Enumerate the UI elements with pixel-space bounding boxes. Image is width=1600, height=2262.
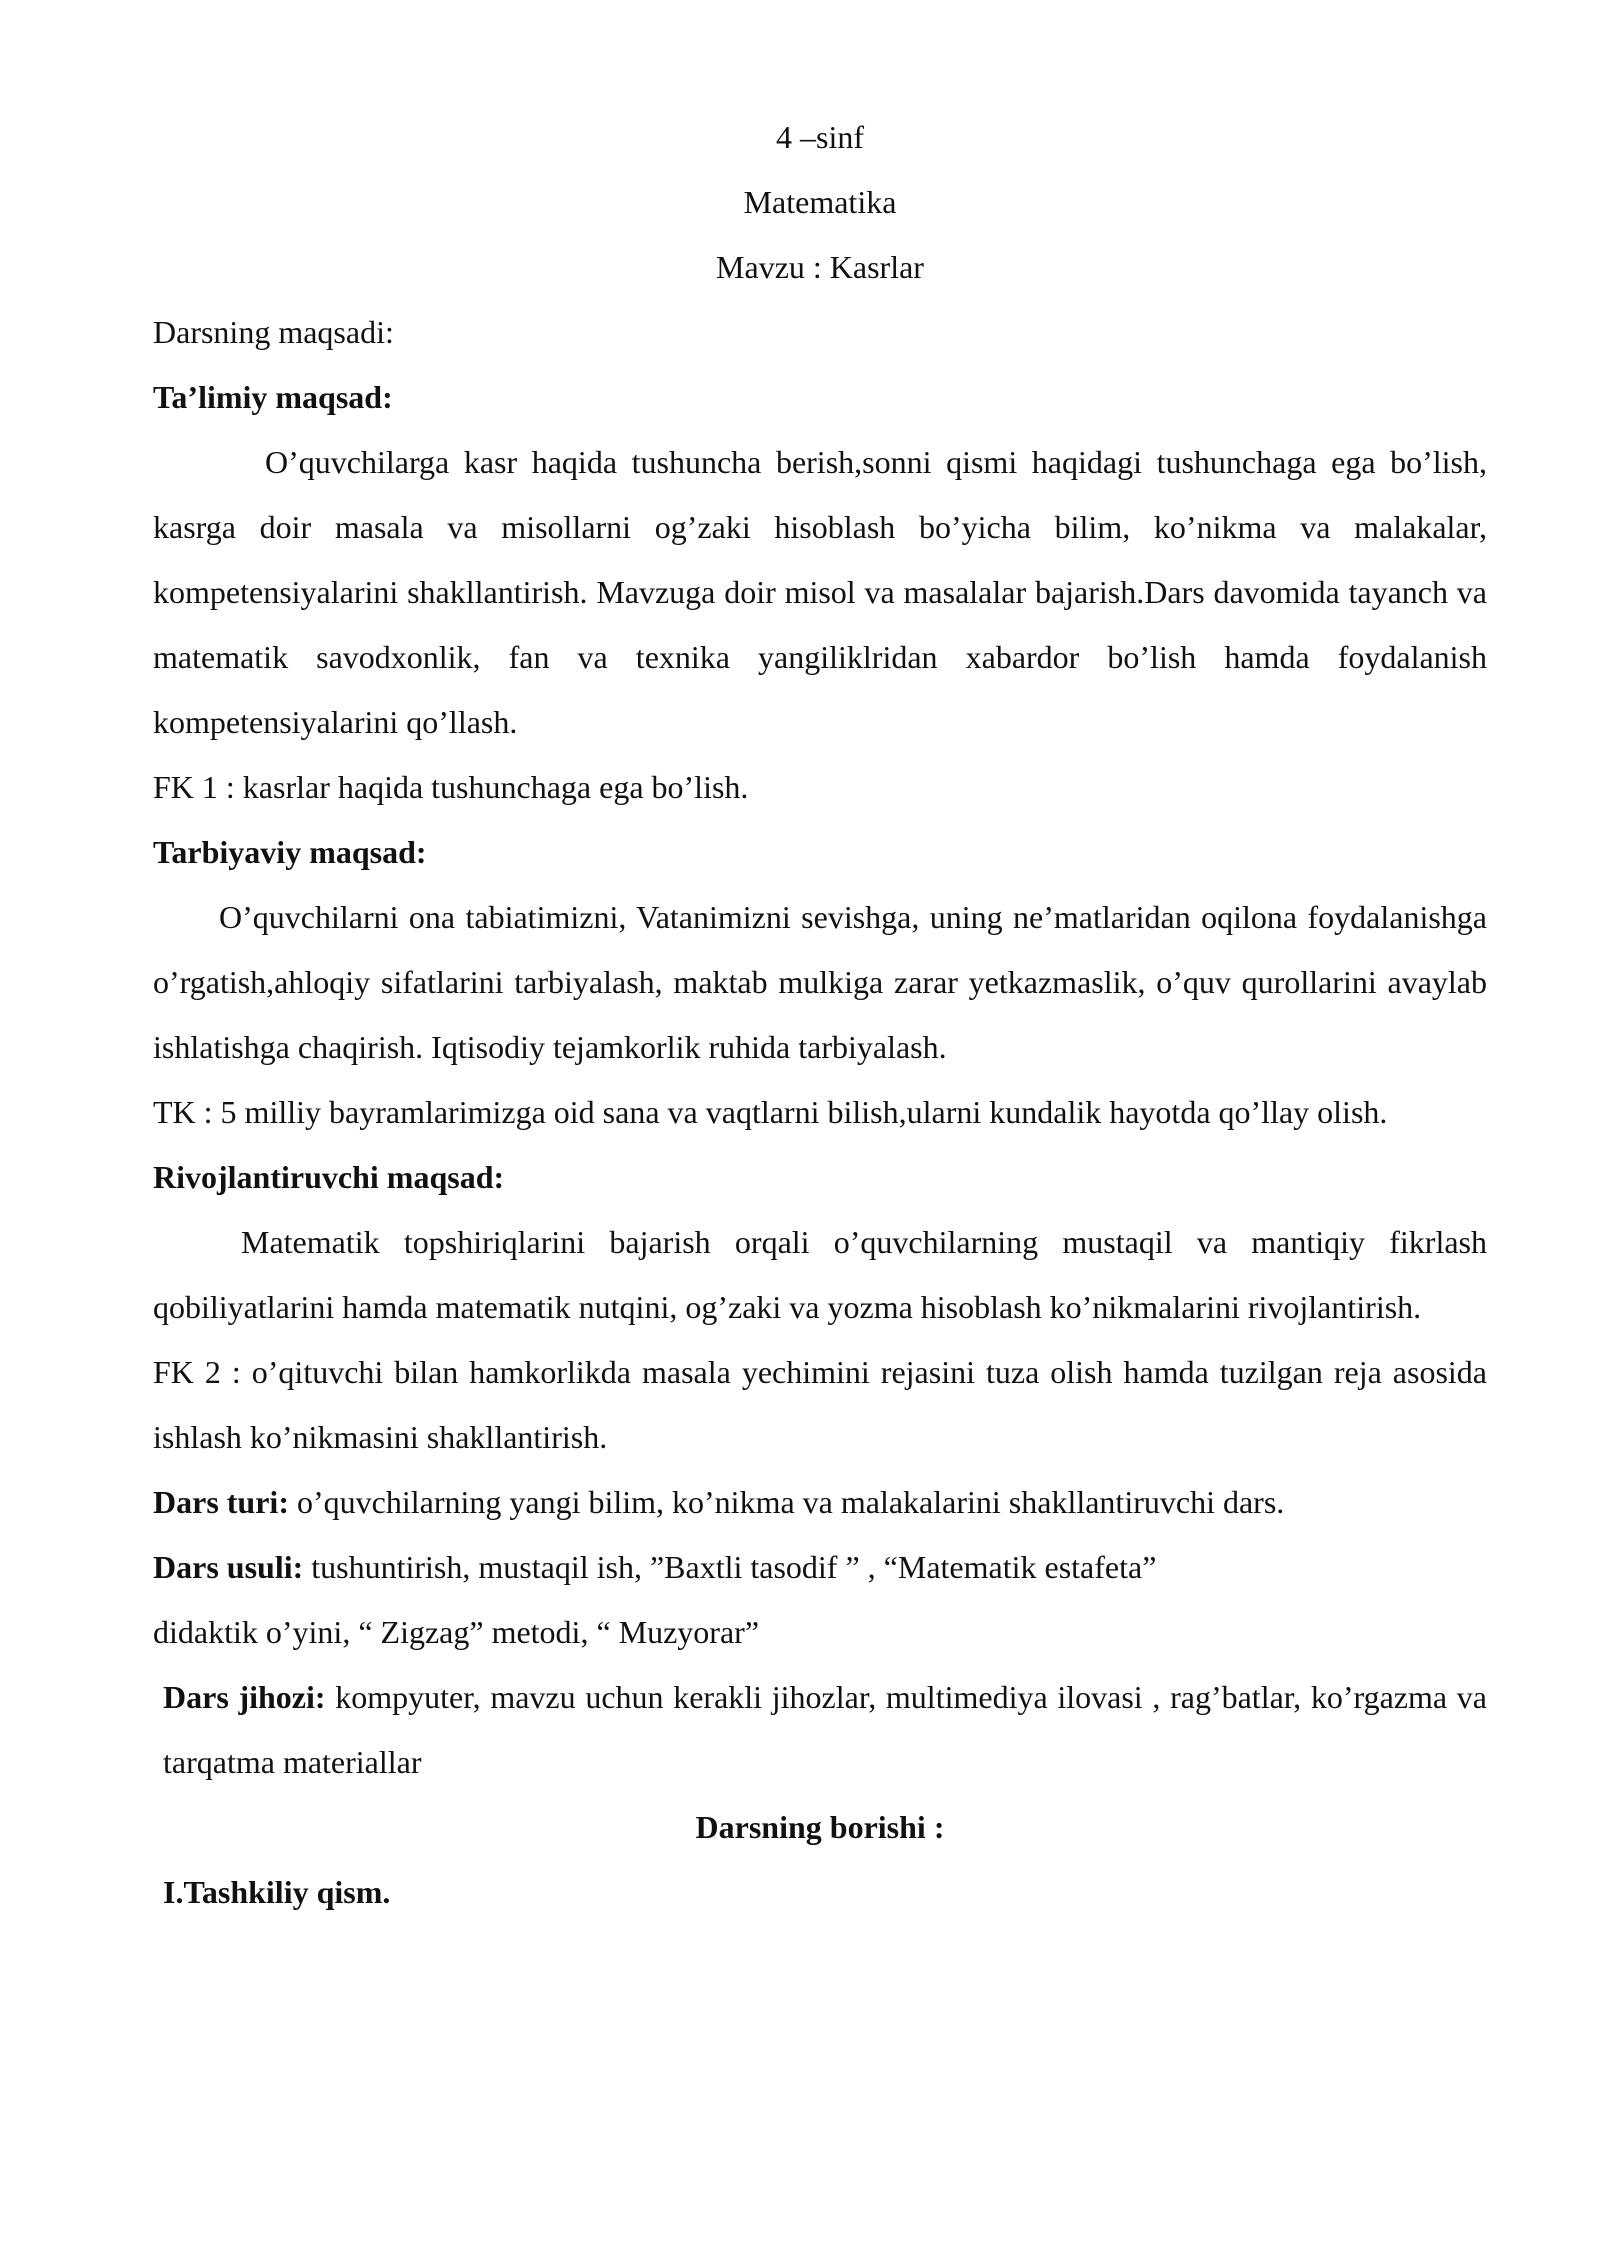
upbringing-goal-text: O’quvchilarni ona tabiatimizni, Vatanimizni sevishga, uning ne’matlaridan oqilona foydalanishga o’rgatish,ahloqiy sifatlarini tarbiyalash, maktab mulkiga zarar yetkazmaslik, o’quv qurollarini avaylab ishlatishga chaqirish. Iqtisodiy tejamkorlik ruhida tarbiyalash. (153, 899, 1487, 1065)
upbringing-tk: TK : 5 milliy bayramlarimizga oid sana va vaqtlarni bilish,ularni kundalik hayotda qo’llay olish. (153, 1094, 1388, 1130)
goals-intro: Darsning maqsadi: (153, 314, 394, 350)
lesson-equipment (153, 1665, 1487, 1795)
developmental-fk: FK 2 : o’qituvchi bilan hamkorlikda masala yechimini rejasini tuza olish hamda tuzilgan reja asosida ishlash ko’nikmasini shakllantirish. (153, 1354, 1487, 1455)
subject-line: Matematika (743, 184, 897, 220)
lesson-method (153, 1535, 1487, 1600)
lesson-type-label: Dars turi: (153, 1484, 289, 1520)
lesson-type-text: o’quvchilarning yangi bilim, ko’nikma va malakalarini shakllantiruvchi dars. (288, 1484, 1285, 1520)
developmental-goal-text: Matematik topshiriqlarini bajarish orqali o’quvchilarning mustaqil va mantiqiy fikrlash qobiliyatlarini hamda matematik nutqini, og’zaki va yozma hisoblash ko’nikmalarini rivojlantirish. (153, 1224, 1487, 1325)
lesson-equipment-text: kompyuter, mavzu uchun kerakli jihozlar, multimediya ilovasi , rag’batlar, ko’rgazma va tarqatma materiallar (163, 1679, 1488, 1780)
document-content (153, 105, 1487, 1925)
educational-goal-heading: Ta’limiy maqsad: (153, 379, 393, 415)
upbringing-goal-heading: Tarbiyaviy maqsad: (153, 834, 427, 870)
educational-goal-text: O’quvchilarga kasr haqida tushuncha berish,sonni qismi haqidagi tushunchaga ega bo’lish, kasrga doir masala va misollarni og’zaki hisoblash bo’yicha bilim, ko’nikma va malakalar, kompetensiyalarini shakllantirish. Mavzuga doir misol va masalalar bajarish.Dars davomida tayanch va matematik savodxonlik, fan va texnika yangiliklridan xabardor bo’lish hamda foydalanish kompetensiyalarini qo’llash. (153, 444, 1487, 740)
educational-fk: FK 1 : kasrlar haqida tushunchaga ega bo’lish. (153, 769, 749, 805)
lesson-method-text: tushuntirish, mustaqil ish, ”Baxtli tasodif ” , “Matematik estafeta” (303, 1549, 1157, 1585)
topic-line: Mavzu : Kasrlar (716, 249, 924, 285)
organizational-part: I.Tashkiliy qism. (163, 1874, 391, 1910)
lesson-method-label: Dars usuli: (153, 1549, 304, 1585)
lesson-equipment-label: Dars jihozi: (163, 1679, 326, 1715)
grade-line: 4 –sinf (776, 119, 864, 155)
lesson-progress-heading: Darsning borishi : (695, 1809, 945, 1845)
developmental-goal-heading: Rivojlantiruvchi maqsad: (153, 1159, 505, 1195)
lesson-type (153, 1470, 1487, 1535)
lesson-method-continued: didaktik o’yini, “ Zigzag” metodi, “ Muzyorar” (153, 1614, 760, 1650)
